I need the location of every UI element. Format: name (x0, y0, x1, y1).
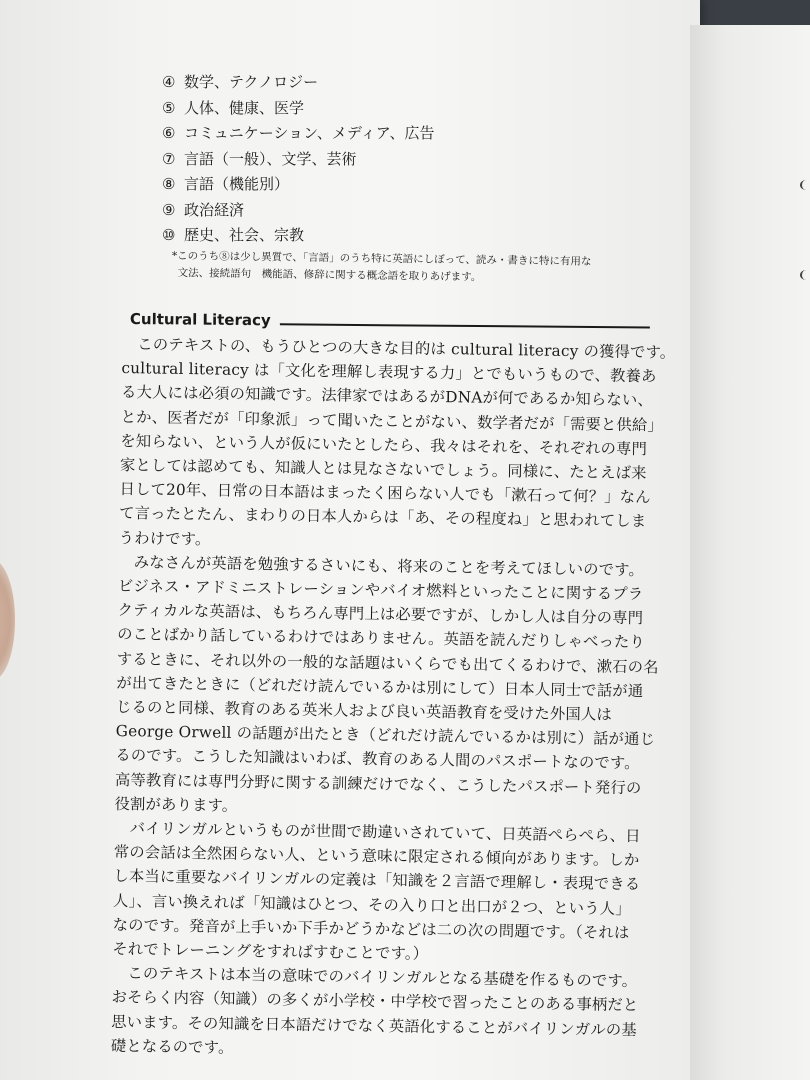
list-item (162, 147, 662, 173)
paren-mark (800, 180, 810, 190)
heading-rule (280, 323, 650, 328)
text-line: うわけです。 (118, 528, 211, 549)
list-text: 数学、テクノロジー (184, 73, 319, 91)
list-number: ④ (162, 73, 176, 91)
list-number: ⑨ (162, 200, 176, 219)
text-line: それでトレーニングをすればすむことです。） (112, 940, 429, 963)
list-text: 言語（一般）、文学、芸術 (184, 149, 357, 168)
text-line: る大人には必須の知識です。法律家ではあるがDNAが何であるか知らない、 (120, 383, 654, 410)
list-text: 人体、健康、医学 (184, 98, 305, 117)
text-line: 高等教育には専門分野に関する訓練だけでなく、こうしたパスポート発行の (114, 770, 642, 797)
list-item (162, 223, 662, 249)
text-line: このテキストは本当の意味でのバイリンガルとなる基礎を作るものです。 (111, 964, 638, 991)
text-line: cultural literacy は「文化を理解し表現する力」とでもいうもので、教養あ (121, 359, 657, 386)
list-number: ⑧ (162, 175, 176, 193)
paragraph (112, 816, 654, 970)
list-text: 歴史、社会、宗教 (184, 226, 305, 244)
finger-shadow (0, 560, 15, 680)
paragraph (114, 550, 658, 825)
text-line: 家としては認めても、知識人とは見なさないでしょう。同様に、たとえば来 (119, 456, 647, 483)
text-line: クティカルな英語は、もちろん専門上は必要ですが、しかし人は自分の専門 (117, 601, 644, 628)
list-item (162, 96, 662, 122)
text-line: おそらく内容（知識）の多くが小学校・中学校で習ったことのある事柄だと (111, 988, 639, 1015)
text-line: George Orwell の話題が出たとき（どれだけ読んでいるかは別に）話が通じ (115, 722, 656, 749)
list-number: ⑦ (162, 149, 176, 168)
footnote (172, 248, 662, 289)
text-line: 役割があります。 (114, 794, 238, 815)
section-heading: Cultural Literacy (129, 310, 271, 330)
text-line: なのです。発音が上手いか下手かどうかなどは二の次の問題です。（それは (112, 915, 630, 942)
text-line: を知らない、という人が仮にいたとしたら、我々はそれを、それぞれの専門 (120, 431, 648, 459)
paragraph (118, 332, 676, 558)
footnote-line: *このうち⑧は少し異質で、「言語」のうち特に英語にしぼって、読み・書きに特に有用な (171, 249, 592, 268)
text-line: 常の会話は全然困らない人、という意味に限定される傾向があります。しか (113, 843, 640, 870)
text-line: て言ったとたん、まわりの日本人からは「あ、その程度ね」と思われてしま (119, 504, 647, 531)
list-item (162, 121, 662, 147)
text-line: るのです。こうした知識はいわば、教育のある人間のパスポートなのです。 (115, 746, 640, 773)
text-line: このテキストの、もうひとつの大きな目的は cultural literacy の獲得です。 (121, 334, 676, 362)
list-text: 政治経済 (184, 200, 245, 219)
list-item (162, 70, 662, 96)
adjacent-page-edge (690, 25, 810, 1080)
list-item (162, 198, 662, 224)
list-text: コミュニケーション、メディア、広告 (184, 124, 435, 142)
text-line: 礎となるのです。 (110, 1036, 234, 1057)
text-line: 人」、言い換えれば「知識はひとつ、その入り口と出口が２つ、という人」 (112, 891, 631, 918)
paren-mark (800, 270, 810, 280)
text-line: ビジネス・アドミニストレーションやバイオ燃料といったことに関するプラ (117, 577, 644, 604)
paragraph (111, 961, 652, 1066)
text-line: とか、医者だが「印象派」って聞いたことがない、数学者だが「需要と供給」 (120, 407, 664, 435)
list-number: ⑤ (162, 98, 176, 117)
body-text (110, 332, 676, 1066)
topic-list (162, 70, 662, 249)
footnote-line: 文法、接続語句 機能語、修辞に関する概念語を取りあげます。 (177, 267, 482, 284)
text-line: じるのと同様、教育のある英米人および良い英語教育を受けた外国人は (115, 698, 613, 724)
list-text: 言語（機能別） (184, 175, 290, 193)
text-line: バイリンガルというものが世間で勘違いされていて、日英語ぺらぺら、日 (114, 819, 641, 846)
text-line: 日して20年、日常の日本語はまったく困らない人でも「漱石って何？」なん (119, 480, 651, 507)
text-line: のことばかり話しているわけではありません。英語を読んだりしゃべったり (117, 625, 646, 652)
list-number: ⑩ (162, 226, 176, 244)
text-line: みなさんが英語を勉強するさいにも、将来のことを考えてほしいのです。 (118, 552, 645, 580)
list-number: ⑥ (162, 124, 176, 142)
list-item (162, 172, 662, 198)
text-line: 思います。その知識を日本語だけでなく英語化することがバイリンガルの基 (111, 1012, 637, 1039)
text-line: するときに、それ以外の一般的な話題はいくらでも出てくるわけで、漱石の名 (116, 649, 659, 677)
text-line: が出てきたときに（どれだけ読んでいるかは別にして）日本人同士で話が通 (116, 673, 644, 701)
text-line: し本当に重要なバイリンガルの定義は「知識を２言語で理解し・表現できる (113, 867, 641, 894)
